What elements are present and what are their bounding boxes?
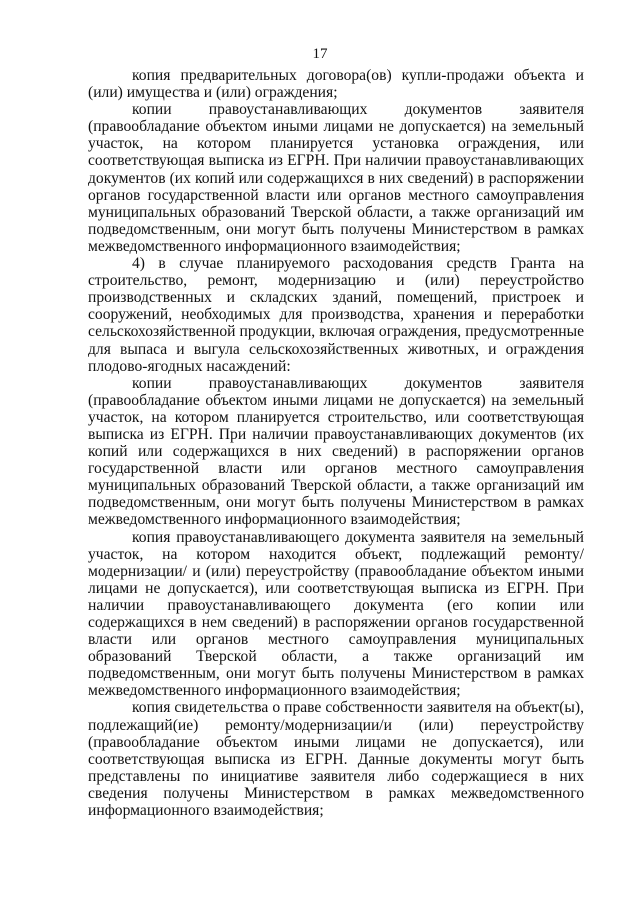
paragraph-fence-land-documents: копии правоустанавливающих документов заявителя (правообладание объектом иными лицами не допускается) на земельный участок, на котором планируется установка ограждения, или соответствующая выписка из ЕГРН. При наличии правоустанавливающих документов (их копий или содержащихся в них сведений) в распоряжении органов государственной власти или органов местного самоуправления муниципальных образований Тверской области, а также организаций им подведомственным, они могут быть получены Министерством в рамках межведомственного информационного взаимодействия;: [88, 101, 584, 255]
document-body: [88, 67, 584, 819]
paragraph-item-4-construction: 4) в случае планируемого расходования средств Гранта на строительство, ремонт, модернизацию и (или) переустройство производственных и складских зданий, помещений, пристроек и сооружений, необходимых для производства, хранения и переработки сельскохозяйственной продукции, включая ограждения, предусмотренные для выпаса и выгула сельскохозяйственных животных, и ограждения плодово-ягодных насаждений:: [88, 255, 584, 375]
paragraph-preliminary-contracts: копия предварительных договора(ов) купли-продажи объекта и (или) имущества и (или) ограждения;: [88, 67, 584, 102]
paragraph-construction-land-documents: копии правоустанавливающих документов заявителя (правообладание объектом иными лицами не допускается) на земельный участок, на котором планируется строительство, или соответствующая выписка из ЕГРН. При наличии правоустанавливающих документов (их копий или содержащихся в них сведений) в распоряжении органов государственной власти или органов местного самоуправления муниципальных образований Тверской области, а также организаций им подведомственным, они могут быть получены Министерством в рамках межведомственного информационного взаимодействия;: [88, 374, 584, 529]
page-number: 17: [312, 46, 328, 62]
paragraph-repair-land-document: копия правоустанавливающего документа заявителя на земельный участок, на котором находится объект, подлежащий ремонту/модернизации/ и (или) переустройству (правообладание объектом иными лицами не допускается), или соответствующая выписка из ЕГРН. При наличии правоустанавливающего документа (его копии или содержащихся в нем сведений) в распоряжении органов государственной власти или органов местного самоуправления муниципальных образований Тверской области, а также организаций им подведомственным, они могут быть получены Министерством в рамках межведомственного информационного взаимодействия;: [88, 528, 584, 700]
paragraph-ownership-certificate: копия свидетельства о праве собственности заявителя на объект(ы), подлежащий(ие) ремонту/модернизации/и (или) переустройству (правообладание объектом иными лицами не допускается), или соответствующая выписка из ЕГРН. Данные документы могут быть представлены по инициативе заявителя либо содержащиеся в них сведения получены Министерством в рамках межведомственного информационного взаимодействия;: [88, 699, 584, 820]
